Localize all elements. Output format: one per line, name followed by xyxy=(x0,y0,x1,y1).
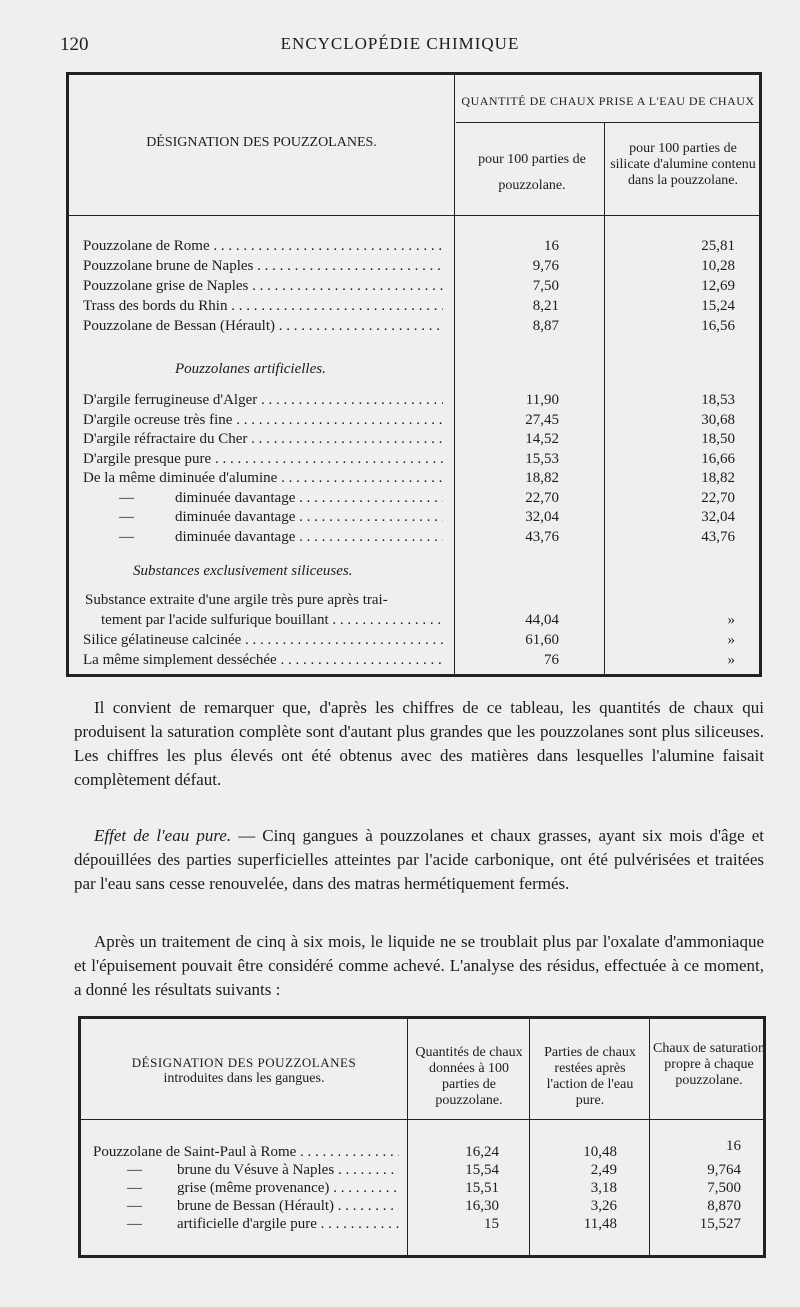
row-label: artificielle d'argile pure xyxy=(177,1216,317,1232)
value-per-pouzzolane: 18,82 xyxy=(525,470,559,486)
row-name xyxy=(83,237,443,256)
row-label: tement par l'acide sulfurique bouillant xyxy=(101,612,329,628)
value-per-pouzzolane: 16 xyxy=(544,238,559,254)
table-row xyxy=(83,297,453,316)
row-label: diminuée davantage xyxy=(175,489,296,506)
table-pouzzolanes-chaux xyxy=(66,72,762,677)
row-label: diminuée davantage xyxy=(175,528,296,545)
row-label: La même simplement desséchée xyxy=(83,652,277,668)
value-remaining: 3,26 xyxy=(590,1198,617,1214)
value-per-silicate: 22,70 xyxy=(701,489,735,506)
row-name xyxy=(83,430,443,449)
group-header: QUANTITÉ DE CHAUX PRISE A L'EAU DE CHAUX xyxy=(461,94,755,108)
row-name xyxy=(177,1215,399,1234)
row-name xyxy=(83,391,443,410)
t2-col-c-header: Chaux de saturation propre à chaque pouzzolane. xyxy=(653,1041,765,1088)
table-row xyxy=(83,391,453,410)
value-per-pouzzolane: 14,52 xyxy=(525,431,559,447)
value-saturation: 8,870 xyxy=(707,1198,741,1214)
row-name xyxy=(175,489,443,508)
value-remaining: 3,18 xyxy=(590,1180,617,1196)
row-prefix: — xyxy=(119,489,134,506)
col-designation-header: DÉSIGNATION DES POUZZOLANES. xyxy=(146,135,377,150)
row-label: Pouzzolane de Saint-Paul à Rome xyxy=(93,1144,297,1160)
row-name xyxy=(177,1197,399,1216)
row-name xyxy=(175,528,443,547)
row-name xyxy=(83,651,443,670)
row-label: Trass des bords du Rhin xyxy=(83,298,228,314)
paragraph-3: Après un traitement de cinq à six mois, le liquide ne se troublait plus par l'oxalate d'ammoniaque et l'épuisement pouvait être considéré comme achevé. L'analyse des résidus, effectuée à ce moment, a donné les résultats suivants : xyxy=(74,932,764,999)
row-prefix: — xyxy=(127,1162,142,1178)
row-label: D'argile ferrugineuse d'Alger xyxy=(83,392,258,408)
value-given: 15,51 xyxy=(465,1180,499,1196)
t2-col-a-header: Quantités de chaux données à 100 parties de pouzzolane. xyxy=(415,1045,523,1108)
value-per-silicate: 32,04 xyxy=(701,509,735,525)
table-row xyxy=(93,1197,405,1216)
section-siliceous: Substances exclusivement siliceuses. xyxy=(133,563,353,579)
table-row xyxy=(83,631,453,650)
table-row xyxy=(83,651,453,670)
row-name xyxy=(83,297,443,316)
row-label: brune de Bessan (Hérault) xyxy=(177,1198,335,1214)
table-row xyxy=(93,1143,405,1162)
value-remaining: 2,49 xyxy=(590,1162,617,1178)
paragraph-2-text: — Cinq gangues à pouzzolanes et chaux grasses, ayant six mois d'âge et dépouillées des parties superficielles atteintes par l'acide carbonique, ont été pulvérisées et traitées par l'eau sans cesse renouvelée, dans des matras hermétiquement fermés. xyxy=(74,826,764,893)
t2-col-b-header: Parties de chaux restées après l'action de l'eau pure. xyxy=(544,1045,636,1108)
row-label: Pouzzolane brune de Naples xyxy=(83,258,254,274)
running-title: ENCYCLOPÉDIE CHIMIQUE xyxy=(280,34,520,53)
row-label: Silice gélatineuse calcinée xyxy=(83,632,242,648)
row-label: Pouzzolane grise de Naples xyxy=(83,278,249,294)
value-per-silicate: » xyxy=(727,652,735,668)
row-name xyxy=(177,1179,399,1198)
value-per-silicate: 16,66 xyxy=(701,450,735,467)
value-per-silicate: 10,28 xyxy=(701,258,735,274)
value-saturation: 7,500 xyxy=(707,1180,741,1196)
table-row xyxy=(83,257,453,276)
row-name xyxy=(83,317,443,336)
value-per-silicate: 18,53 xyxy=(701,392,735,408)
table-row xyxy=(83,450,453,469)
paragraph-2 xyxy=(74,824,764,896)
row-label: D'argile presque pure xyxy=(83,450,212,467)
value-per-silicate: 43,76 xyxy=(701,528,735,545)
row-name xyxy=(101,611,443,630)
value-given: 16,24 xyxy=(465,1144,499,1160)
row-prefix: — xyxy=(127,1198,142,1214)
row-name xyxy=(83,411,443,430)
t2-col-designation-header: DÉSIGNATION DES POUZZOLANES introduites dans les gangues. xyxy=(131,1055,357,1086)
row-prefix: — xyxy=(119,509,134,525)
row-name xyxy=(83,450,443,469)
value-per-pouzzolane: 32,04 xyxy=(525,509,559,525)
section-artificial: Pouzzolanes artificielles. xyxy=(175,361,326,377)
table-row xyxy=(83,528,453,547)
value-per-pouzzolane: 61,60 xyxy=(525,632,559,648)
value-per-pouzzolane: 44,04 xyxy=(525,612,559,628)
value-per-silicate: 18,82 xyxy=(701,470,735,486)
row-name xyxy=(83,469,443,488)
paragraph-1: Il convient de remarquer que, d'après les chiffres de ce tableau, les quantités de chaux qui produisent la saturation complète sont d'autant plus grandes que les pouzzolanes sont plus siliceuses. Les chiffres les plus élevés ont été obtenus avec des matières dans lesquelles l'alumine faisait complètement défaut. xyxy=(74,698,764,789)
row-name xyxy=(93,1143,399,1162)
row-label: brune du Vésuve à Naples xyxy=(177,1162,335,1178)
row-label: grise (même provenance) xyxy=(177,1180,330,1196)
value-saturation: 9,764 xyxy=(707,1162,741,1178)
row-label: diminuée davantage xyxy=(175,509,296,525)
table-row xyxy=(93,1215,405,1234)
row-prefix: — xyxy=(127,1180,142,1196)
table-row xyxy=(83,508,453,527)
row-name xyxy=(83,257,443,276)
row-label: D'argile réfractaire du Cher xyxy=(83,431,248,447)
row-label: Pouzzolane de Rome xyxy=(83,238,210,254)
value-per-pouzzolane: 27,45 xyxy=(525,411,559,428)
table-row xyxy=(83,430,453,449)
value-saturation: 15,527 xyxy=(699,1216,741,1232)
value-per-silicate: 30,68 xyxy=(701,411,735,428)
row-label: D'argile ocreuse très fine xyxy=(83,411,233,428)
table-row xyxy=(93,1179,405,1198)
table-row xyxy=(83,237,453,256)
value-remaining: 10,48 xyxy=(583,1144,617,1160)
value-per-silicate: 16,56 xyxy=(701,318,735,334)
value-given: 16,30 xyxy=(465,1198,499,1214)
value-given: 15,54 xyxy=(465,1162,499,1178)
value-given: 15 xyxy=(484,1216,499,1232)
row-label: De la même diminuée d'alumine xyxy=(83,470,278,486)
col-b-header: pour 100 parties de silicate d'alumine contenu dans la pouzzolane. xyxy=(610,141,756,188)
row-name xyxy=(83,631,443,650)
value-per-pouzzolane: 15,53 xyxy=(525,450,559,467)
row-name xyxy=(177,1161,399,1180)
value-per-pouzzolane: 43,76 xyxy=(525,528,559,545)
value-per-silicate: 12,69 xyxy=(701,278,735,294)
row-name xyxy=(83,277,443,296)
row-label: Pouzzolane de Bessan (Hérault) xyxy=(83,318,276,334)
value-per-pouzzolane: 7,50 xyxy=(532,278,559,294)
value-per-pouzzolane: 8,87 xyxy=(532,318,559,334)
siliceous-line-1: Substance extraite d'une argile très pure après trai- xyxy=(85,592,388,608)
table-row xyxy=(83,411,453,430)
row-name xyxy=(175,508,443,527)
table-row xyxy=(83,277,453,296)
table-row xyxy=(83,489,453,508)
value-per-pouzzolane: 8,21 xyxy=(532,298,559,314)
value-per-pouzzolane: 76 xyxy=(544,652,559,668)
page-number: 120 xyxy=(60,34,89,55)
paragraph-2-title: Effet de l'eau pure. xyxy=(94,826,232,845)
value-per-silicate: 25,81 xyxy=(701,238,735,254)
value-per-silicate: » xyxy=(727,632,735,648)
col-a-header: pour 100 parties de pouzzolane. xyxy=(478,152,586,193)
value-per-silicate: 15,24 xyxy=(701,298,735,314)
value-remaining: 11,48 xyxy=(583,1216,617,1232)
value-saturation: 16 xyxy=(726,1138,741,1154)
table-gangues-eau-pure xyxy=(78,1016,766,1258)
value-per-pouzzolane: 9,76 xyxy=(532,258,559,274)
value-per-silicate: » xyxy=(727,612,735,628)
value-per-pouzzolane: 22,70 xyxy=(525,489,559,506)
table-row xyxy=(93,1161,405,1180)
table-row xyxy=(83,469,453,488)
value-per-pouzzolane: 11,90 xyxy=(525,392,559,408)
row-prefix: — xyxy=(127,1216,142,1232)
value-per-silicate: 18,50 xyxy=(701,431,735,447)
table-row xyxy=(83,317,453,336)
table-row xyxy=(83,611,453,630)
row-prefix: — xyxy=(119,528,134,545)
